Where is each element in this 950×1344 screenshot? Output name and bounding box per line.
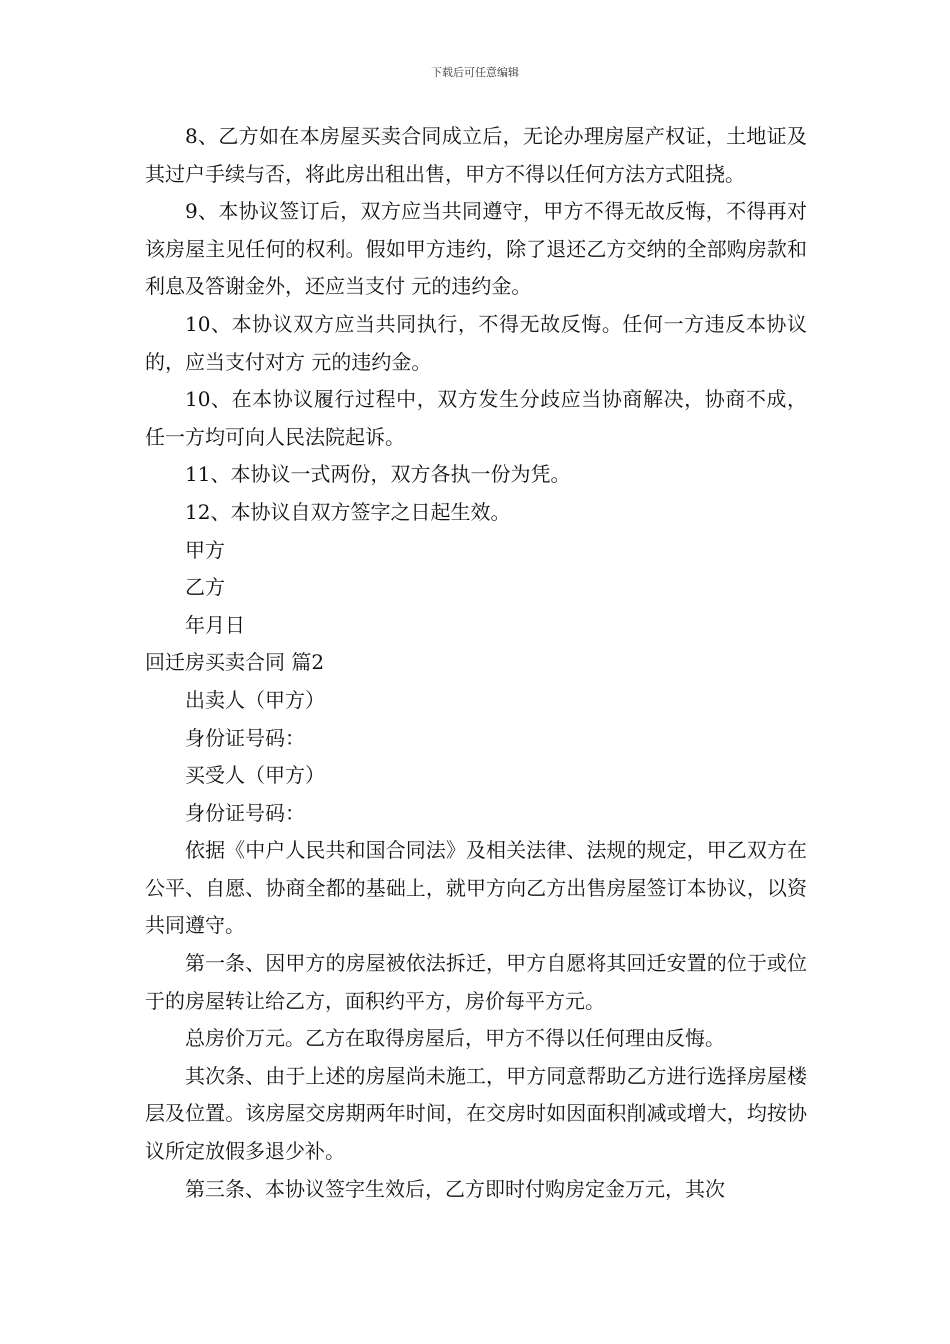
buyer-id-label: 身份证号码： bbox=[185, 800, 305, 825]
paragraph-preamble: 依据《中户人民共和国合同法》及相关法律、法规的规定，甲乙双方在公平、自愿、协商全都的基础上，就甲方向乙方出售房屋签订本协议，以资共同遵守。 bbox=[145, 838, 807, 938]
page-header: 下载后可任意编辑 bbox=[431, 66, 519, 79]
signature-party-a: 甲方 bbox=[185, 537, 225, 562]
paragraph-clause-12: 12、本协议自双方签字之日起生效。 bbox=[185, 499, 511, 524]
paragraph-clause-10a: 10、本协议双方应当共同执行，不得无故反悔。任何一方违反本协议的，应当支付对方 元的违约金。 bbox=[145, 311, 807, 374]
signature-date: 年月日 bbox=[185, 612, 245, 637]
paragraph-article-1: 第一条、因甲方的房屋被依法拆迁，甲方自愿将其回迁安置的位于或位于的房屋转让给乙方，面积约平方，房价每平方元。 bbox=[145, 951, 807, 1013]
seller-label: 出卖人（甲方） bbox=[185, 687, 325, 712]
paragraph-clause-9: 9、本协议签订后，双方应当共同遵守，甲方不得无故反悔，不得再对该房屋主见任何的权利。假如甲方违约，除了退还乙方交纳的全部购房款和利息及答谢金外，还应当支付 元的违约金。 bbox=[145, 199, 807, 299]
section-title: 回迁房买卖合同 篇2 bbox=[145, 650, 325, 675]
seller-id-label: 身份证号码： bbox=[185, 725, 305, 750]
paragraph-clause-11: 11、本协议一式两份，双方各执一份为凭。 bbox=[185, 462, 571, 487]
signature-party-b: 乙方 bbox=[185, 575, 225, 600]
buyer-label: 买受人（甲方） bbox=[185, 763, 325, 788]
paragraph-total-price: 总房价万元。乙方在取得房屋后，甲方不得以任何理由反悔。 bbox=[185, 1026, 725, 1051]
paragraph-article-2: 其次条、由于上述的房屋尚未施工，甲方同意帮助乙方进行选择房屋楼层及位置。该房屋交房期两年时间，在交房时如因面积削减或增大，均按协议所定放假多退少补。 bbox=[145, 1063, 807, 1164]
paragraph-article-3: 第三条、本协议签字生效后，乙方即时付购房定金万元，其次 bbox=[185, 1176, 725, 1201]
paragraph-clause-8: 8、乙方如在本房屋买卖合同成立后，无论办理房屋产权证，土地证及其过户手续与否，将此房出租出售，甲方不得以任何方法方式阻挠。 bbox=[145, 124, 807, 186]
document-body bbox=[145, 118, 807, 1208]
paragraph-clause-10b: 10、在本协议履行过程中，双方发生分歧应当协商解决，协商不成，任一方均可向人民法院起诉。 bbox=[145, 387, 807, 449]
